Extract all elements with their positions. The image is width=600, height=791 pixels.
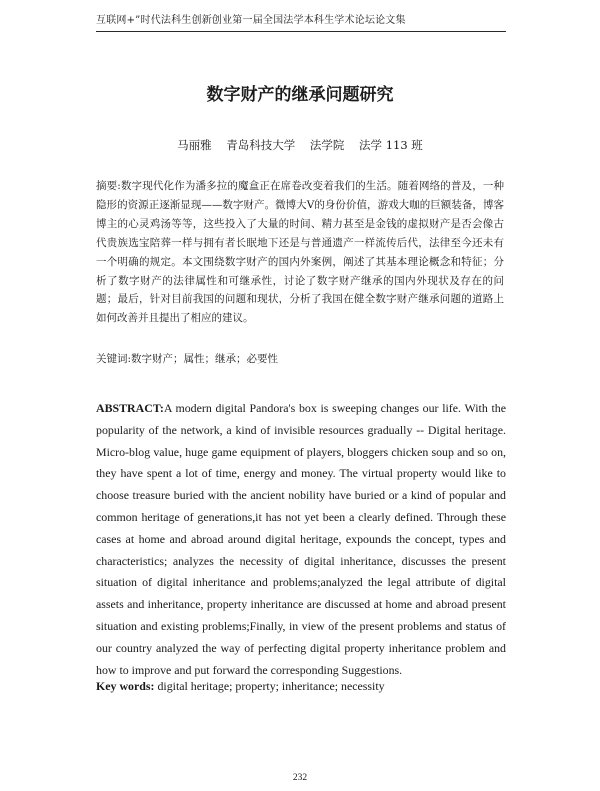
- english-keywords-text: digital heritage; property; inheritance; necessity: [157, 679, 385, 693]
- english-abstract-text: A modern digital Pandora's box is sweeping changes our life. With the popularity of the network, a kind of invisible resources gradually -- Digital heritage. Micro-blog value, huge game equipment of players, bloggers chicken soup and so on, they have spent a lot of time, energy and money. The virtual property would like to choose treasure buried with the ancient nobility have buried or a kind of popular and common heritage of generations,it has not yet been a clearly defined. Through these cases at home and abroad around digital heritage, expounds the concept, types and characteristics; analyzes the necessity of digital inheritance, discusses the present situation of digital inheritance and problems;analyzed the legal attribute of digital assets and inheritance, property inheritance are discussed at home and abroad present situation and existing problems;Finally, in view of the present problems and status of our country analyzed the way of perfecting digital property inheritance problem and how to improve and put forward the corresponding Suggestions.: [96, 401, 506, 677]
- header-divider: [96, 31, 506, 32]
- chinese-abstract: [96, 177, 504, 328]
- chinese-keywords-label: 关键词:: [96, 353, 132, 365]
- running-header: 互联网+”时代法科生创新创业第一届全国法学本科生学术论坛论文集: [96, 15, 406, 26]
- english-abstract: [96, 398, 506, 681]
- chinese-abstract-text: 数字现代化作为潘多拉的魔盒正在席卷改变着我们的生活。随着网络的普及，一种隐形的资源正逐渐显现——数字财产。微博大V的身份价值，游戏大咖的巨额装备，博客博主的心灵鸡汤等等，这些投入了大量的时间、精力甚至是金钱的虚拟财产是否会像古代贵族选宝陪葬一样与拥有者长眠地下还是与普通遗产一样流传后代，法律至今还未有一个明确的规定。本文围绕数字财产的国内外案例，阐述了其基本理论概念和特征；分析了数字财产的法律属性和可继承性，讨论了数字财产继承的国内外现状及存在的问题；最后，针对目前我国的问题和现状，分析了我国在健全数字财产继承问题的道路上如何改善并且提出了相应的建议。: [96, 180, 504, 325]
- author-line: 马丽雅 青岛科技大学 法学院 法学 113 班: [177, 138, 423, 152]
- paper-title: 数字财产的继承问题研究: [206, 85, 394, 105]
- chinese-keywords-text: 数字财产；属性；继承；必要性: [131, 353, 279, 365]
- chinese-abstract-label: 摘要:: [96, 180, 121, 192]
- chinese-keywords: [96, 351, 504, 367]
- english-keywords: [96, 678, 506, 694]
- page-number: 232: [292, 773, 308, 783]
- english-keywords-label: Key words:: [96, 679, 155, 693]
- english-abstract-label: ABSTRACT:: [96, 401, 164, 415]
